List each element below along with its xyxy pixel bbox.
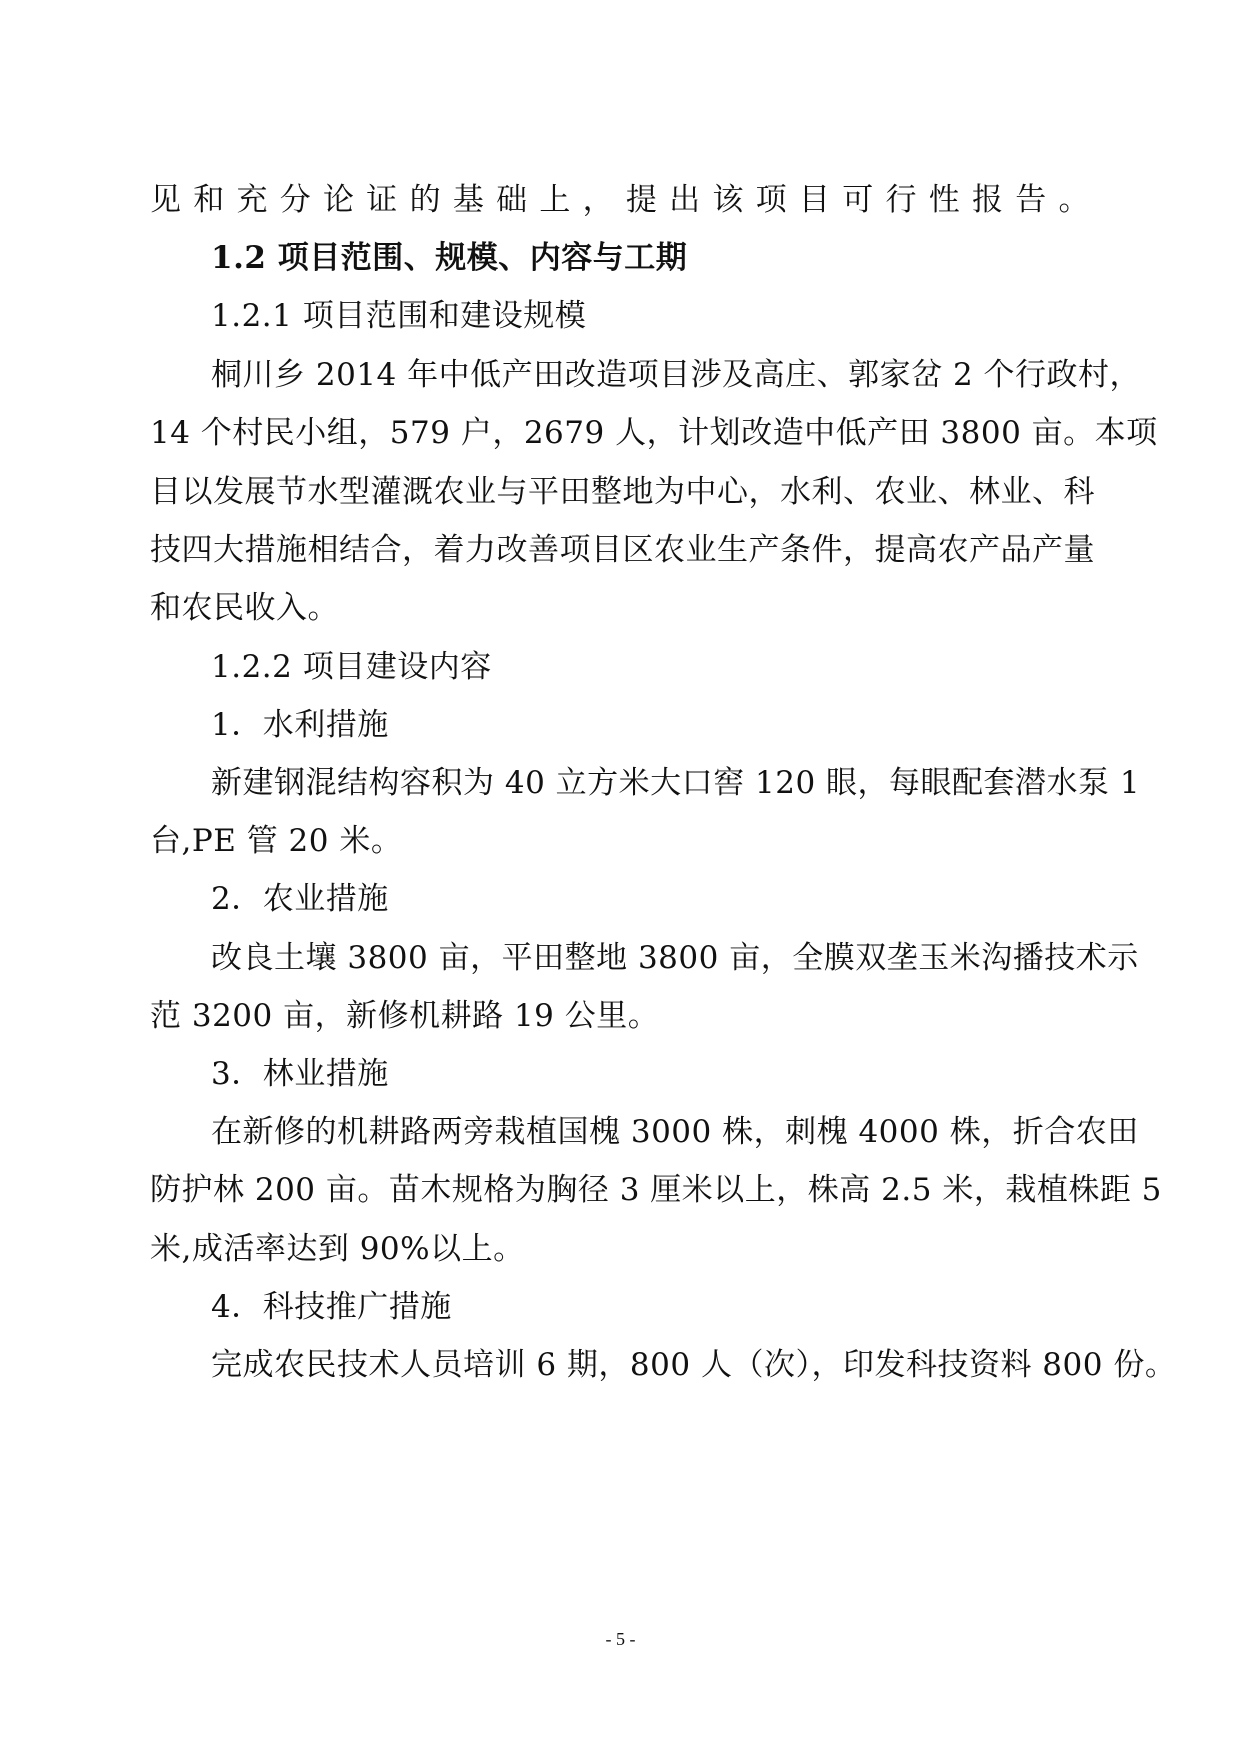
paragraph-line: 见和充分论证的基础上，提出该项目可行性报告。 bbox=[150, 182, 1090, 218]
paragraph-line: 和农民收入。 bbox=[150, 590, 339, 626]
paragraph-line: 米,成活率达到 90%以上。 bbox=[150, 1231, 525, 1267]
paragraph-line: 防护林 200 亩。苗木规格为胸径 3 厘米以上，株高 2.5 米，栽植株距 5 bbox=[150, 1172, 1162, 1208]
paragraph-line: 新建钢混结构容积为 40 立方米大口窖 120 眼，每眼配套潜水泵 1 bbox=[211, 765, 1141, 801]
paragraph-line: 台,PE 管 20 米。 bbox=[150, 823, 403, 859]
list-item-heading: 3．林业措施 bbox=[211, 1056, 389, 1092]
paragraph-line: 范 3200 亩，新修机耕路 19 公里。 bbox=[150, 998, 660, 1034]
paragraph-line: 完成农民技术人员培训 6 期，800 人（次），印发科技资料 800 份。 bbox=[211, 1347, 1177, 1383]
paragraph-line: 目以发展节水型灌溉农业与平田整地为中心，水利、农业、林业、科 bbox=[150, 474, 1095, 510]
subsection-heading: 1.2.1 项目范围和建设规模 bbox=[211, 298, 587, 334]
subsection-heading: 1.2.2 项目建设内容 bbox=[211, 649, 492, 685]
list-item-heading: 4．科技推广措施 bbox=[211, 1289, 452, 1325]
paragraph-line: 桐川乡 2014 年中低产田改造项目涉及高庄、郭家岔 2 个行政村， bbox=[211, 357, 1142, 393]
paragraph-line: 在新修的机耕路两旁栽植国槐 3000 株，刺槐 4000 株，折合农田 bbox=[211, 1114, 1139, 1150]
paragraph-line: 14 个村民小组，579 户，2679 人，计划改造中低产田 3800 亩。本项 bbox=[150, 415, 1158, 451]
paragraph-line: 改良土壤 3800 亩，平田整地 3800 亩，全膜双垄玉米沟播技术示 bbox=[211, 940, 1139, 976]
section-heading: 1.2 项目范围、规模、内容与工期 bbox=[211, 240, 688, 276]
list-item-heading: 1．水利措施 bbox=[211, 707, 389, 743]
paragraph-line: 技四大措施相结合，着力改善项目区农业生产条件，提高农产品产量 bbox=[150, 532, 1095, 568]
page-number: - 5 - bbox=[605, 1629, 636, 1649]
list-item-heading: 2．农业措施 bbox=[211, 881, 389, 917]
